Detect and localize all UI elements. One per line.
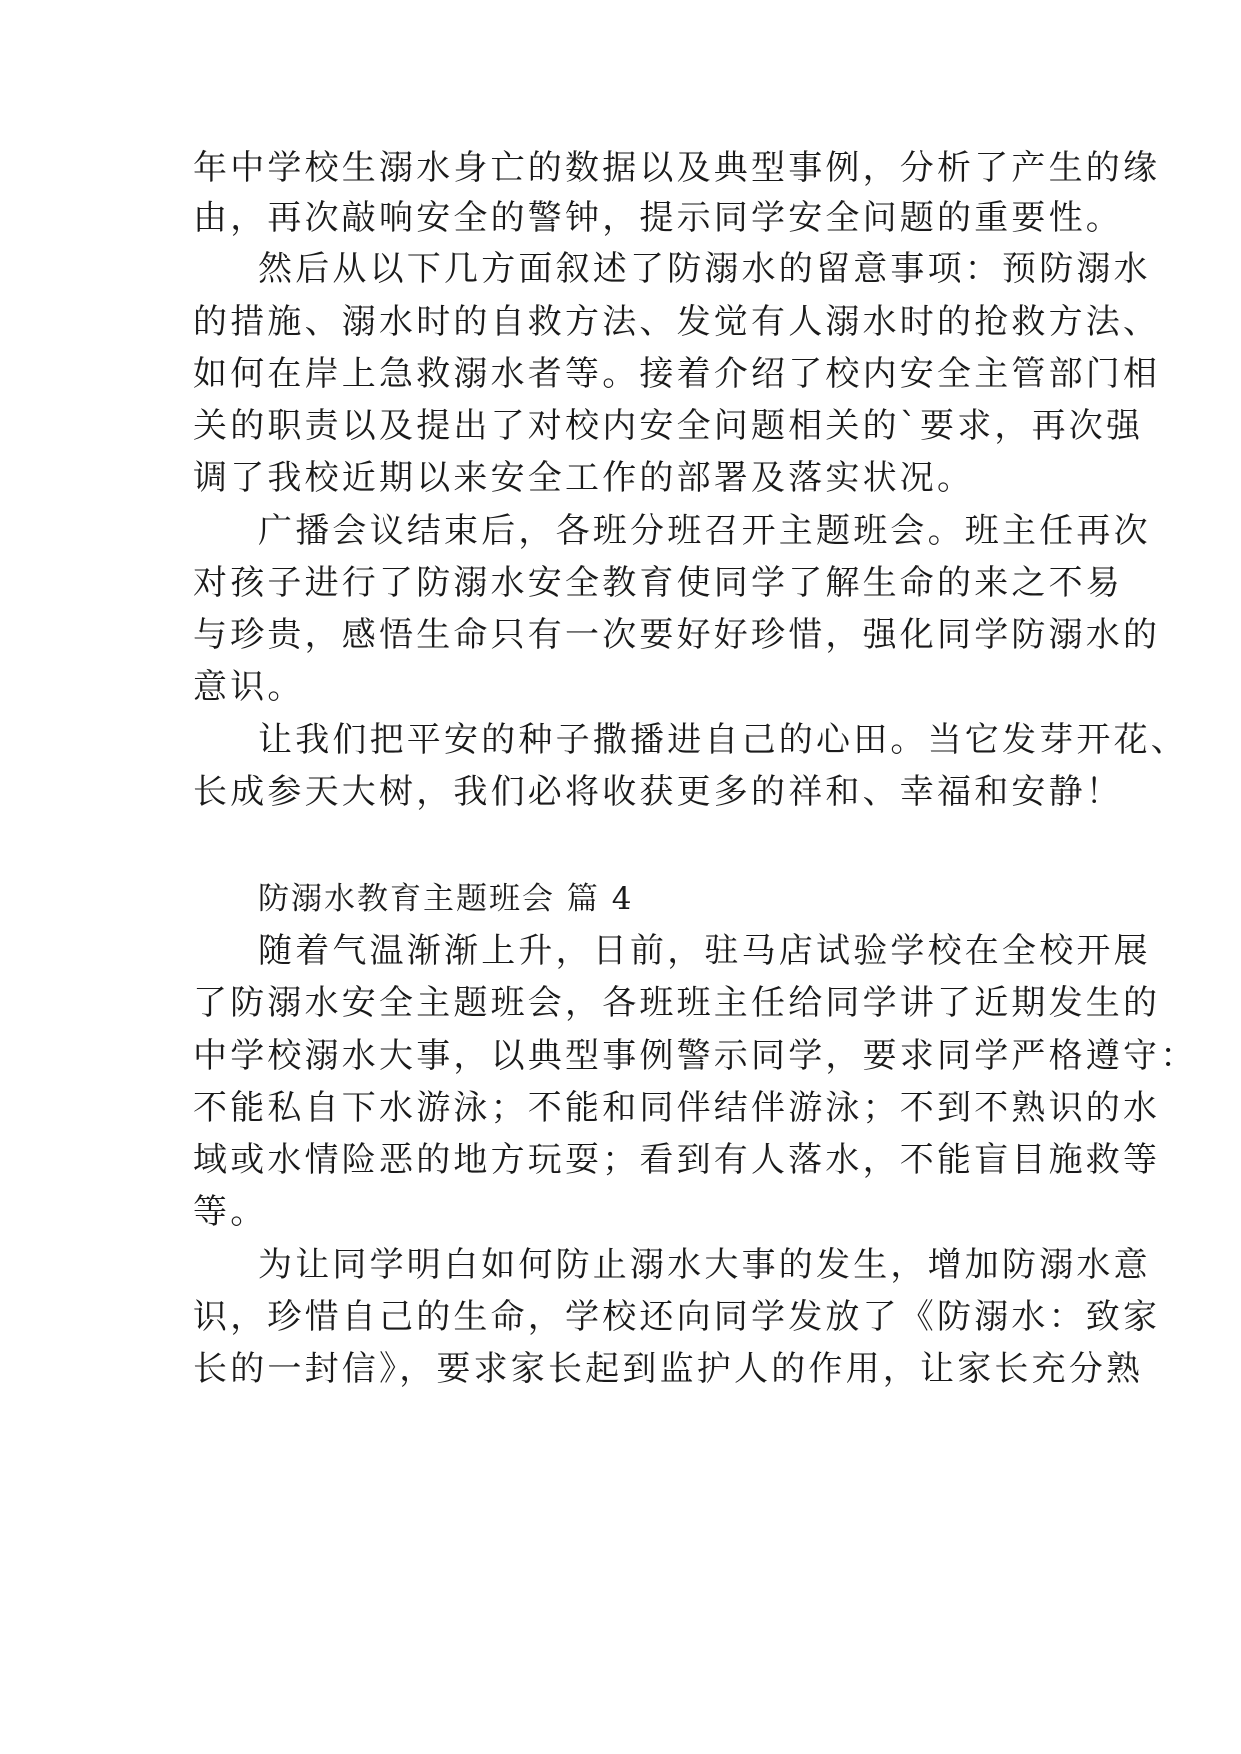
paragraph-line: 中学校溺水大事，以典型事例警示同学，要求同学严格遵守： [193,1036,1198,1076]
paragraph-line: 了防溺水安全主题班会，各班班主任给同学讲了近期发生的 [193,983,1161,1023]
paragraph-line: 长的一封信》，要求家长起到监护人的作用，让家长充分熟 [193,1349,1144,1389]
paragraph-line: 意识。 [193,667,305,707]
paragraph-line: 的措施、溺水时的自救方法、发觉有人溺水时的抢救方法、 [193,302,1161,342]
paragraph-line: 等。 [193,1192,268,1232]
paragraph-line: 广播会议结束后，各班分班召开主题班会。班主任再次 [258,511,1151,551]
paragraph-line: 对孩子进行了防溺水安全教育使同学了解生命的来之不易 [193,563,1123,603]
paragraph-line: 关的职责以及提出了对校内安全问题相关的`要求，再次强 [193,406,1144,446]
paragraph-line: 识，珍惜自己的生命，学校还向同学发放了《防溺水：致家 [193,1297,1161,1337]
paragraph-line: 与珍贵，感悟生命只有一次要好好珍惜，强化同学防溺水的 [193,615,1161,655]
paragraph-line: 年中学校生溺水身亡的数据以及典型事例，分析了产生的缘 [193,148,1161,188]
paragraph-line: 不能私自下水游泳；不能和同伴结伴游泳；不到不熟识的水 [193,1088,1161,1128]
paragraph-line: 随着气温渐渐上升，日前，驻马店试验学校在全校开展 [258,931,1151,971]
paragraph-line: 然后从以下几方面叙述了防溺水的留意事项：预防溺水 [258,249,1151,289]
section-heading: 防溺水教育主题班会 篇 4 [258,881,634,917]
paragraph-line: 让我们把平安的种子撒播进自己的心田。当它发芽开花、 [258,720,1188,760]
paragraph-line: 域或水情险恶的地方玩耍；看到有人落水，不能盲目施救等 [193,1140,1161,1180]
paragraph-line: 长成参天大树，我们必将收获更多的祥和、幸福和安静！ [193,772,1123,812]
paragraph-line: 由，再次敲响安全的警钟，提示同学安全问题的重要性。 [193,198,1123,238]
paragraph-line: 如何在岸上急救溺水者等。接着介绍了校内安全主管部门相 [193,354,1161,394]
paragraph-line: 调了我校近期以来安全工作的部署及落实状况。 [193,458,975,498]
paragraph-line: 为让同学明白如何防止溺水大事的发生，增加防溺水意 [258,1245,1151,1285]
